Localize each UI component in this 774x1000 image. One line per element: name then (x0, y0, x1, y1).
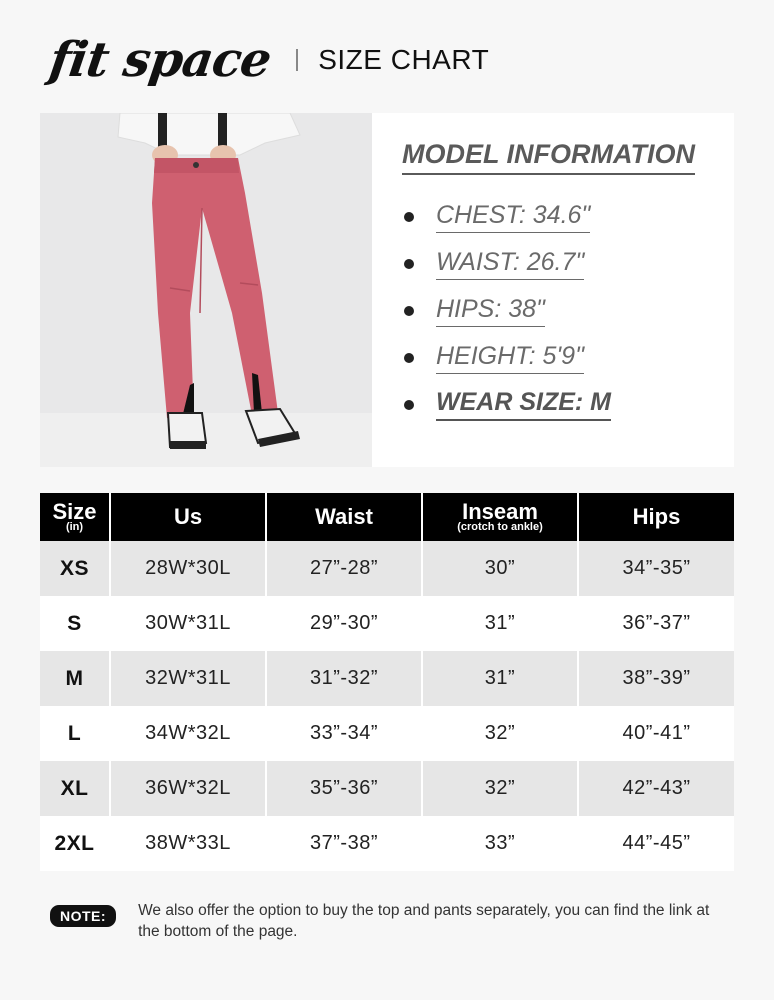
cell-us: 32W*31L (110, 651, 266, 706)
cell-size: L (40, 706, 110, 761)
header-us-label: Us (173, 504, 203, 529)
cell-inseam: 32” (422, 706, 578, 761)
cell-size: M (40, 651, 110, 706)
header-inseam (422, 493, 578, 541)
cell-us: 38W*33L (110, 816, 266, 871)
page-title: SIZE CHART (318, 44, 490, 75)
cell-us: 34W*32L (110, 706, 266, 761)
info-item-chest (402, 193, 722, 240)
cell-waist: 27”-28” (266, 541, 422, 596)
header-waist-label: Waist (315, 504, 373, 529)
bullet-icon (404, 306, 414, 316)
table-row (40, 761, 734, 816)
info-text-wear-size: WEAR SIZE: M (436, 388, 611, 421)
brand-logo: fit space (46, 32, 275, 88)
model-information-list (402, 193, 722, 428)
model-card (40, 113, 734, 467)
bullet-icon (404, 353, 414, 363)
model-illustration (40, 113, 372, 467)
cell-waist: 33”-34” (266, 706, 422, 761)
note-text: We also offer the option to buy the top and pants separately, you can find the link at the bottom of the page. (138, 902, 710, 940)
cell-hips: 42”-43” (578, 761, 734, 816)
info-item-wear-size (402, 381, 722, 428)
cell-size: 2XL (40, 816, 110, 871)
info-text-chest: CHEST: 34.6" (436, 201, 590, 233)
cell-us: 30W*31L (110, 596, 266, 651)
cell-inseam: 31” (422, 651, 578, 706)
cell-us: 28W*30L (110, 541, 266, 596)
cell-inseam: 31” (422, 596, 578, 651)
cell-hips: 40”-41” (578, 706, 734, 761)
header-inseam-sub: (crotch to ankle) (457, 520, 543, 533)
header-size-unit: (in) (65, 520, 84, 533)
cell-hips: 44”-45” (578, 816, 734, 871)
info-item-hips (402, 287, 722, 334)
header-waist (266, 493, 422, 541)
bullet-icon (404, 259, 414, 269)
cell-size: XL (40, 761, 110, 816)
header-inseam-label: Inseam (462, 498, 538, 524)
table-header-row (40, 493, 734, 541)
header-us (110, 493, 266, 541)
info-text-hips: HIPS: 38" (436, 295, 545, 327)
cell-hips: 38”-39” (578, 651, 734, 706)
cell-inseam: 33” (422, 816, 578, 871)
bullet-icon (404, 400, 414, 410)
info-item-height (402, 334, 722, 381)
cell-waist: 31”-32” (266, 651, 422, 706)
header-divider (296, 49, 298, 71)
info-text-height: HEIGHT: 5'9" (436, 342, 584, 374)
table-row (40, 596, 734, 651)
table-row (40, 706, 734, 761)
note-badge: NOTE: (50, 905, 116, 927)
cell-waist: 35”-36” (266, 761, 422, 816)
header-size-label: Size (52, 498, 97, 524)
table-row (40, 816, 734, 871)
cell-hips: 34”-35” (578, 541, 734, 596)
cell-size: XS (40, 541, 110, 596)
cell-waist: 29”-30” (266, 596, 422, 651)
cell-inseam: 30” (422, 541, 578, 596)
cell-size: S (40, 596, 110, 651)
cell-inseam: 32” (422, 761, 578, 816)
size-table (40, 493, 734, 871)
table-row (40, 541, 734, 596)
header-size (40, 493, 110, 541)
model-information (402, 139, 722, 428)
cell-hips: 36”-37” (578, 596, 734, 651)
model-photo (40, 113, 372, 467)
info-text-waist: WAIST: 26.7" (436, 248, 584, 280)
cell-waist: 37”-38” (266, 816, 422, 871)
cell-us: 36W*32L (110, 761, 266, 816)
model-information-title: MODEL INFORMATION (402, 139, 695, 175)
table-row (40, 651, 734, 706)
header-hips (578, 493, 734, 541)
header-hips-label: Hips (632, 504, 681, 529)
header (46, 28, 490, 92)
note (50, 900, 730, 942)
bullet-icon (404, 212, 414, 222)
info-item-waist (402, 240, 722, 287)
